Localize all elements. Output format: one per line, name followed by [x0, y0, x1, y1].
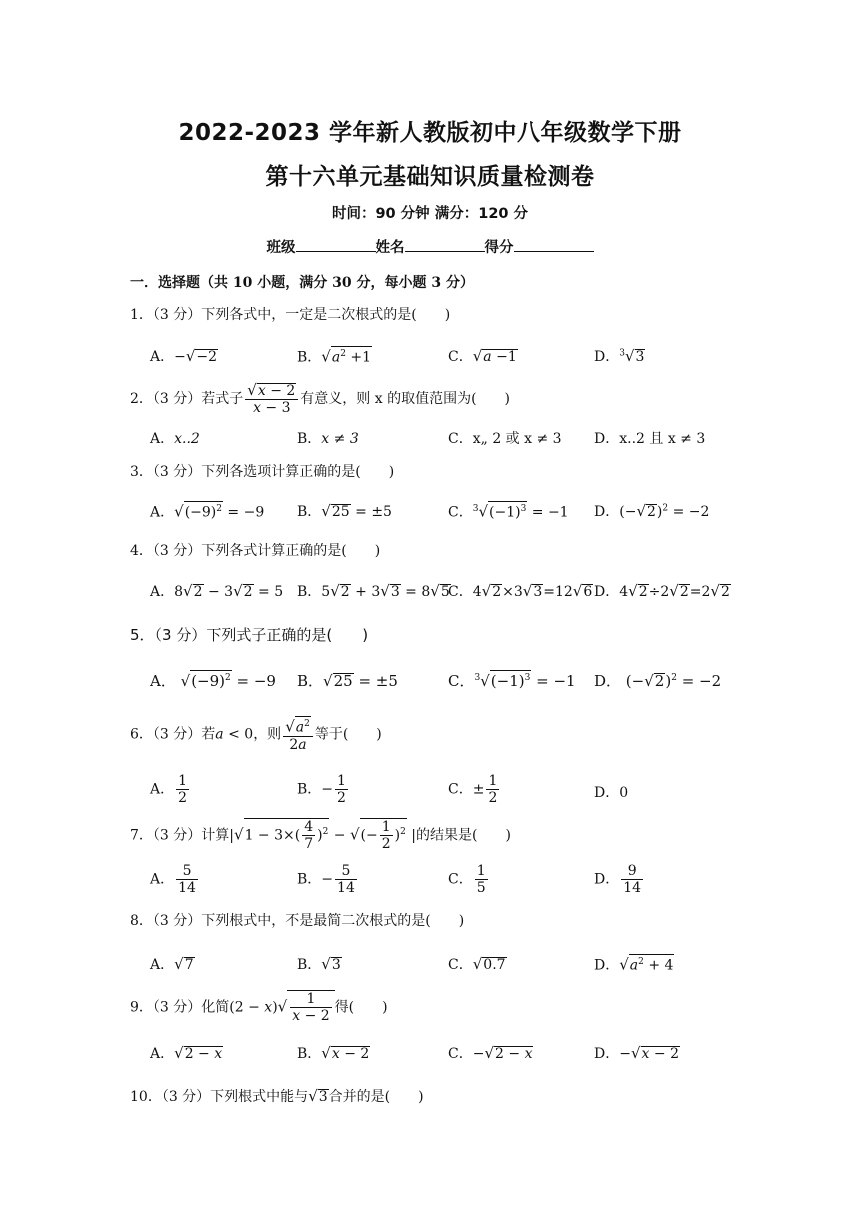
question-10: 10．（3 分）下列根式中能与√3合并的是( )	[130, 1087, 424, 1105]
option-c: C．√0.7	[448, 955, 506, 973]
question-3: 3．（3 分）下列各选项计算正确的是( )	[130, 464, 395, 480]
option-a: A．$√(-9)^2 = -9$	[150, 502, 265, 521]
exam-title-line2: 第十六单元基础知识质量检测卷	[265, 164, 595, 190]
option-b: B．√25 = ±5	[297, 672, 398, 690]
question-8: 8．（3 分）下列根式中，不是最简二次根式的是( )	[130, 913, 465, 929]
option-c: C．± $\frac{1}{2}$	[448, 773, 498, 806]
option-d: D．0	[594, 785, 629, 801]
option-d: D．4√2÷2√2=2√2	[594, 582, 730, 600]
option-d: D． $\frac{9}{14}$	[594, 863, 642, 896]
option-a: A． $√(-9)^2 = -9$	[150, 672, 276, 690]
score-label: 得分	[484, 240, 514, 256]
option-c: C．−√2 − x	[448, 1044, 533, 1062]
option-b: B．$√a^2 +1$	[297, 347, 372, 366]
option-b: B．− $\frac{5}{14}$	[297, 863, 355, 896]
option-c: C．$^3√(-1)^3 = -1$	[448, 502, 569, 521]
option-a: A．√2 − x	[150, 1044, 223, 1062]
student-info-line	[0, 236, 860, 257]
class-label: 班级	[266, 240, 296, 256]
option-d: D．$(-√2)^2 = -2$	[594, 502, 710, 520]
exam-time-info: 时间：90 分钟 满分：120 分	[331, 206, 529, 222]
option-c: C．4√2×3√3=12√6	[448, 582, 593, 600]
exam-title-line1: 2022-2023 学年新人教版初中八年级数学下册	[178, 120, 682, 146]
option-a: A．8√2 − 3√2 = 5	[150, 582, 284, 600]
score-blank	[514, 236, 594, 252]
option-a: A．x..2	[150, 431, 200, 447]
option-c: C． $\frac{1}{5}$	[448, 863, 486, 896]
question-9: 9．（3 分）化简(2 − x)√ $\frac{1}{x - 2}$ 得( )	[130, 991, 388, 1024]
name-label: 姓名	[375, 240, 405, 256]
question-7: 7．（3 分）计算|√1 − 3×( $\frac{4}{7}$ )$^2$ − √(− $\frac{1}{2}$ )$^2$ |的结果是( )	[130, 819, 511, 852]
section-heading: 一．选择题（共 10 小题，满分 30 分，每小题 3 分）	[130, 275, 474, 291]
option-b: B．√3	[297, 955, 341, 973]
option-b: B．√25 = ±5	[297, 502, 392, 520]
option-b: B．√x − 2	[297, 1044, 370, 1062]
option-a: A． $\frac{5}{14}$	[150, 863, 196, 896]
option-d: D．$√a^2 + 4$	[594, 955, 674, 974]
option-c: C．$^3√(-1)^3 = -1$	[448, 672, 576, 690]
option-a: A． $\frac{1}{2}$	[150, 773, 188, 806]
class-blank	[296, 236, 376, 252]
option-d: D．x..2 且 x ≠ 3	[594, 431, 706, 447]
option-b: B．5√2 + 3√3 = 8√5	[297, 582, 450, 600]
question-5: 5．（3 分）下列式子正确的是( )	[130, 626, 369, 644]
question-2: 2．（3 分）若式子 $\frac{√x - 2}{x - 3}$ 有意义，则 x 的取值范围为( )	[130, 381, 511, 416]
question-1: 1．（3 分）下列各式中，一定是二次根式的是( )	[130, 307, 451, 323]
name-blank	[405, 236, 485, 252]
option-c: C．x„ 2 或 x ≠ 3	[448, 431, 562, 447]
option-b: B．x ≠ 3	[297, 431, 359, 447]
question-6: 6．（3 分）若a < 0，则 $\frac{√a^2}{2a}$ 等于( )	[130, 717, 382, 753]
option-d: D．$^3$√3	[594, 347, 645, 365]
option-d: D． $(-√2)^2 = -2$	[594, 672, 722, 690]
option-a: A．√7	[150, 955, 194, 973]
option-d: D．−√x − 2	[594, 1044, 679, 1062]
option-c: C．√a −1	[448, 347, 517, 365]
question-4: 4．（3 分）下列各式计算正确的是( )	[130, 543, 381, 559]
option-a: A．−√−2	[150, 347, 218, 365]
option-b: B．− $\frac{1}{2}$	[297, 773, 346, 806]
